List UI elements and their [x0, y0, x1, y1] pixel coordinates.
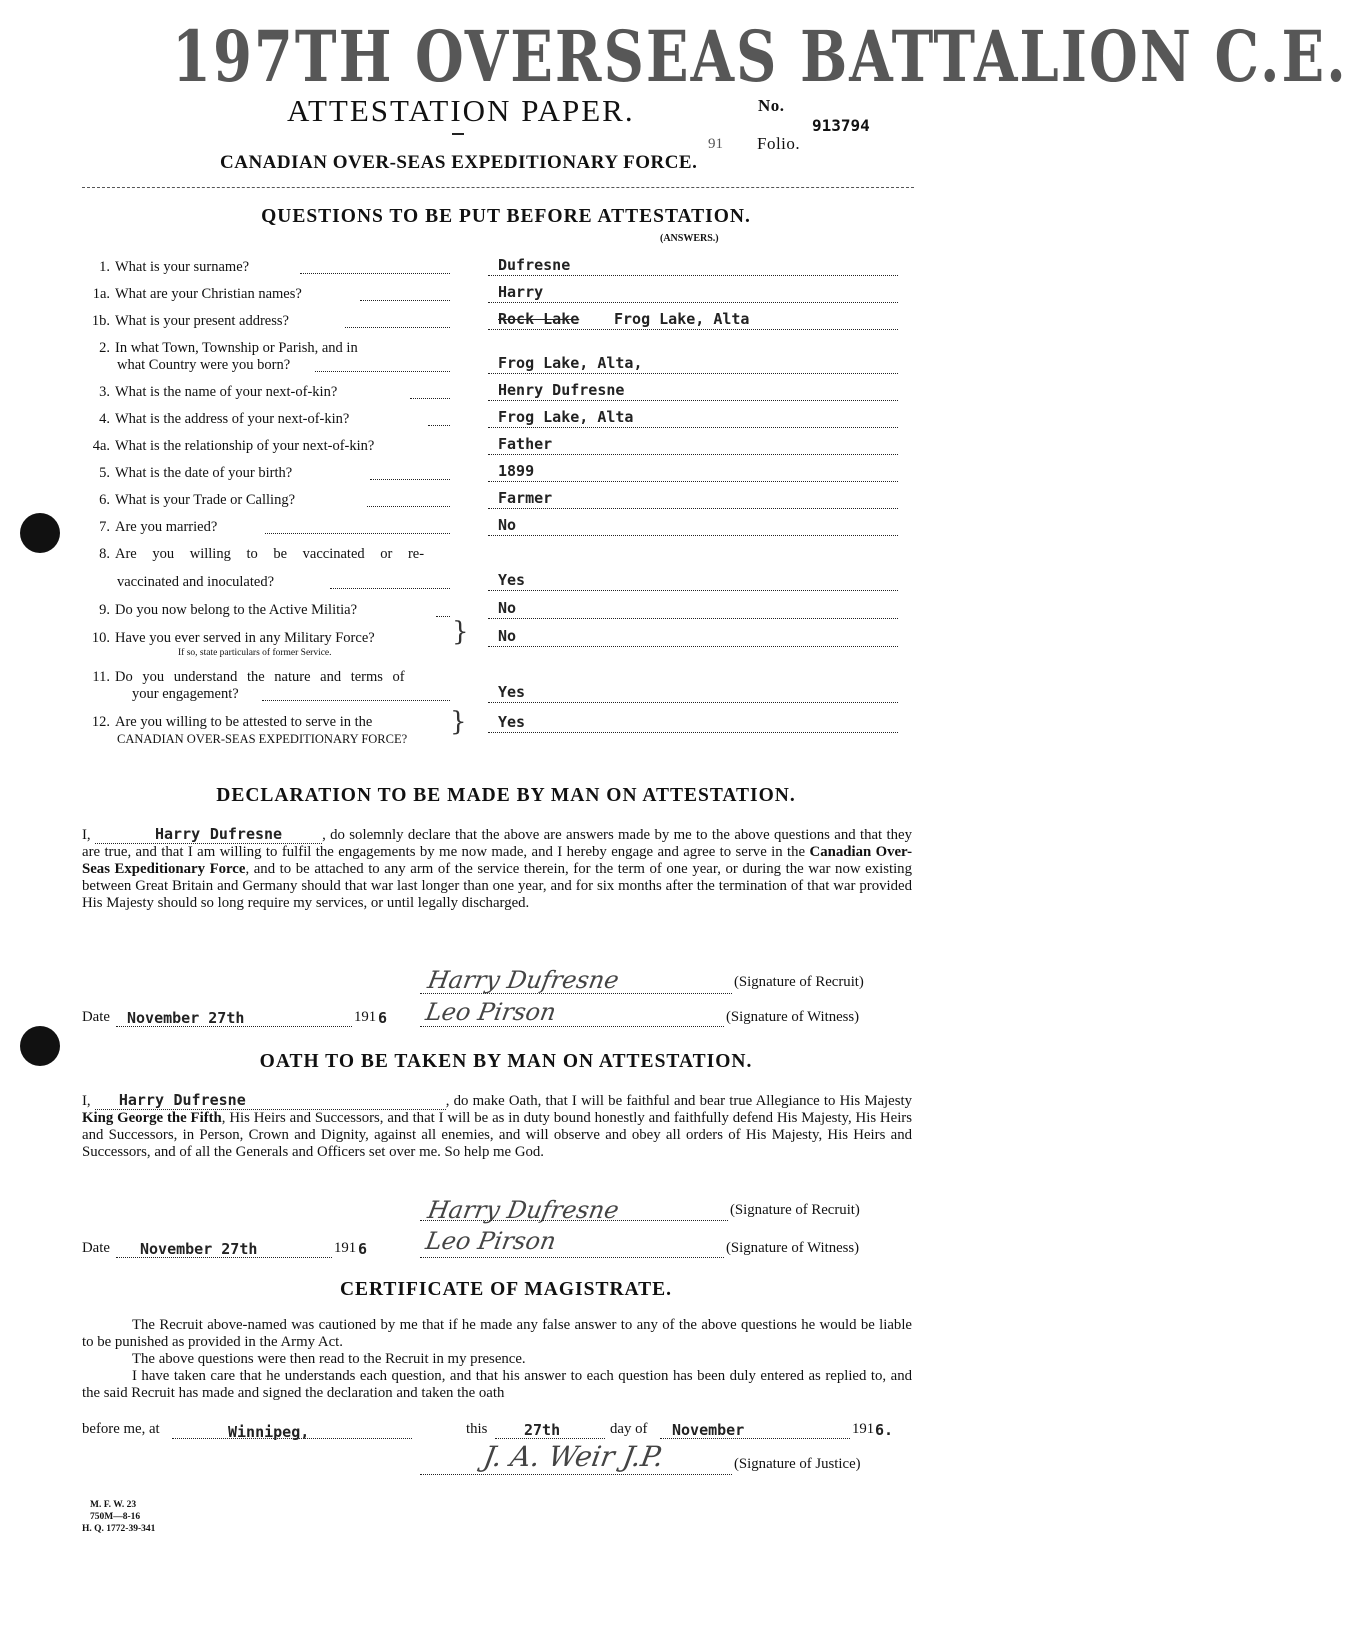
page-title: ATTESTATION PAPER.	[287, 93, 635, 128]
regimental-number: 913794	[812, 116, 870, 135]
declaration-witness-signature: Leo Pirson	[423, 998, 559, 1026]
question-row: 5. What is the date of your birth? 1899	[0, 465, 1012, 485]
this-label: this	[466, 1421, 488, 1437]
oath-recruit-caption: (Signature of Recruit)	[730, 1202, 860, 1218]
questions-heading: QUESTIONS TO BE PUT BEFORE ATTESTATION.	[261, 206, 751, 227]
answer-address-struck: Rock Lake	[498, 310, 580, 328]
certificate-day: 27th	[524, 1421, 561, 1439]
question-row: 11. Do you understand the nature and terms of your engagement? Yes	[0, 669, 1012, 709]
answer-understand-terms: Yes	[498, 683, 526, 701]
oath-witness-caption: (Signature of Witness)	[726, 1240, 860, 1256]
certificate-paragraph-2: The above questions were then read to the Recruit in my presence.	[132, 1351, 526, 1367]
declaration-text: I, Harry Dufresne , do solemnly declare that the above are answers made by me to the above questions and that they are true, and that I am willing to fulfil the engagements by me now made, and I hereby engage and agree to serve in the Canadian Over-Seas Expeditionary Force, and to be attached to any arm of the service therein, for the term of one year, or during the war now existing between Great Britain and Germany should that war last longer than one year, and for six months after the termination of that war provided His Majesty should so long require my services, or until legally discharged.	[82, 825, 913, 911]
declaration-recruit-signature: Harry Dufresne	[425, 966, 622, 994]
declaration-year-prefix: 191	[354, 1009, 377, 1025]
declaration-witness-caption: (Signature of Witness)	[726, 1009, 860, 1025]
divider-top	[82, 187, 914, 188]
oath-recruit-signature: Harry Dufresne	[425, 1196, 622, 1224]
certificate-place: Winnipeg,	[228, 1423, 310, 1441]
question-row: 12. Are you willing to be attested to serve in the CANADIAN OVER-SEAS EXPEDITIONARY FORCE? } Yes	[0, 714, 1012, 754]
oath-witness-signature: Leo Pirson	[423, 1227, 559, 1255]
oath-text: I, Harry Dufresne , do make Oath, that I will be faithful and bear true Allegiance to His Majesty King George the Fifth, His Heirs and Successors, and that I will be as in duty bound honestly and faithfully defend His Majesty, His Heirs and Successors, in Person, Crown and Dignity, against all enemies, and will observe and obey all orders of His Majesty, His Heirs and Successors, and of all the Generals and Officers set over me. So help me God.	[82, 1091, 912, 1160]
declaration-heading: DECLARATION TO BE MADE BY MAN ON ATTESTATION.	[216, 785, 796, 806]
day-of-label: day of	[610, 1421, 648, 1437]
declaration-name: Harry Dufresne	[95, 825, 322, 844]
certificate-paragraph-1: The Recruit above-named was cautioned by me that if he made any false answer to any of the above questions he would be liable to be punished as provided in the Army Act.	[82, 1317, 912, 1350]
answer-address: Frog Lake, Alta	[614, 310, 750, 328]
force-title: CANADIAN OVER-SEAS EXPEDITIONARY FORCE.	[220, 152, 698, 173]
question-row: 3. What is the name of your next-of-kin? Henry Dufresne	[0, 384, 1012, 404]
oath-year-suffix: 6	[358, 1240, 368, 1258]
question-row: 6. What is your Trade or Calling? Farmer	[0, 492, 1012, 512]
folio-label: Folio.	[757, 134, 801, 153]
before-me-label: before me, at	[82, 1421, 160, 1437]
certificate-paragraph-3: I have taken care that he understands each question, and that his answer to each question has been duly entered as replied to, and the said Recruit has made and signed the declaration and taken the oath	[82, 1368, 912, 1401]
justice-signature: J. A. Weir J.P.	[481, 1440, 667, 1473]
question-row: 2. In what Town, Township or Parish, and in what Country were you born? Frog Lake, Alta,	[0, 340, 1012, 380]
question-row: 1. What is your surname? Dufresne	[0, 259, 1012, 279]
question-row: 1a. What are your Christian names? Harry	[0, 286, 1012, 306]
no-label: No.	[758, 96, 785, 115]
declaration-date-label: Date	[82, 1009, 110, 1025]
form-code-2: 750M—8-16	[90, 1512, 141, 1522]
question-row: 7. Are you married? No	[0, 519, 1012, 539]
answers-label: (ANSWERS.)	[660, 233, 719, 244]
answer-military-service: No	[498, 627, 517, 645]
declaration-recruit-caption: (Signature of Recruit)	[734, 974, 864, 990]
title-divider	[452, 133, 464, 135]
answer-willing-to-serve: Yes	[498, 713, 526, 731]
justice-caption: (Signature of Justice)	[734, 1456, 861, 1472]
answer-christian-names: Harry	[498, 283, 544, 301]
folio-number: 91	[708, 136, 723, 152]
answer-militia: No	[498, 599, 517, 617]
oath-date-label: Date	[82, 1240, 110, 1256]
declaration-year-suffix: 6	[378, 1009, 388, 1027]
oath-year-prefix: 191	[334, 1240, 357, 1256]
answer-relationship: Father	[498, 435, 553, 453]
battalion-stamp: 197TH OVERSEAS BATTALION C.E.	[172, 16, 1348, 99]
oath-heading: OATH TO BE TAKEN BY MAN ON ATTESTATION.	[259, 1051, 753, 1072]
answer-vaccinated: Yes	[498, 571, 526, 589]
answer-birthplace: Frog Lake, Alta,	[498, 354, 643, 372]
answer-married: No	[498, 516, 517, 534]
certificate-year-suffix: 6.	[875, 1421, 894, 1439]
form-code-3: H. Q. 1772-39-341	[82, 1524, 156, 1534]
oath-name: Harry Dufresne	[95, 1091, 446, 1110]
question-row: 9. Do you now belong to the Active Militia? No	[0, 602, 1012, 622]
oath-date: November 27th	[140, 1240, 258, 1258]
certificate-year-prefix: 191	[852, 1421, 875, 1437]
question-row: 4. What is the address of your next-of-kin? Frog Lake, Alta	[0, 411, 1012, 431]
question-row: 10. Have you ever served in any Military Force? If so, state particulars of former Service. } No	[0, 630, 1012, 666]
answer-kin-address: Frog Lake, Alta	[498, 408, 634, 426]
form-code-1: M. F. W. 23	[90, 1500, 137, 1510]
answer-surname: Dufresne	[498, 256, 571, 274]
answer-birth-date: 1899	[498, 462, 535, 480]
question-row: 1b. What is your present address? Rock Lake Frog Lake, Alta	[0, 313, 1012, 333]
declaration-date: November 27th	[127, 1009, 245, 1027]
answer-trade: Farmer	[498, 489, 553, 507]
question-row: 8. Are you willing to be vaccinated or re- vaccinated and inoculated? Yes	[0, 546, 1012, 586]
certificate-heading: CERTIFICATE OF MAGISTRATE.	[339, 1279, 673, 1300]
question-row: 4a. What is the relationship of your next-of-kin? Father	[0, 438, 1012, 458]
certificate-month: November	[672, 1421, 745, 1439]
answer-next-of-kin: Henry Dufresne	[498, 381, 625, 399]
